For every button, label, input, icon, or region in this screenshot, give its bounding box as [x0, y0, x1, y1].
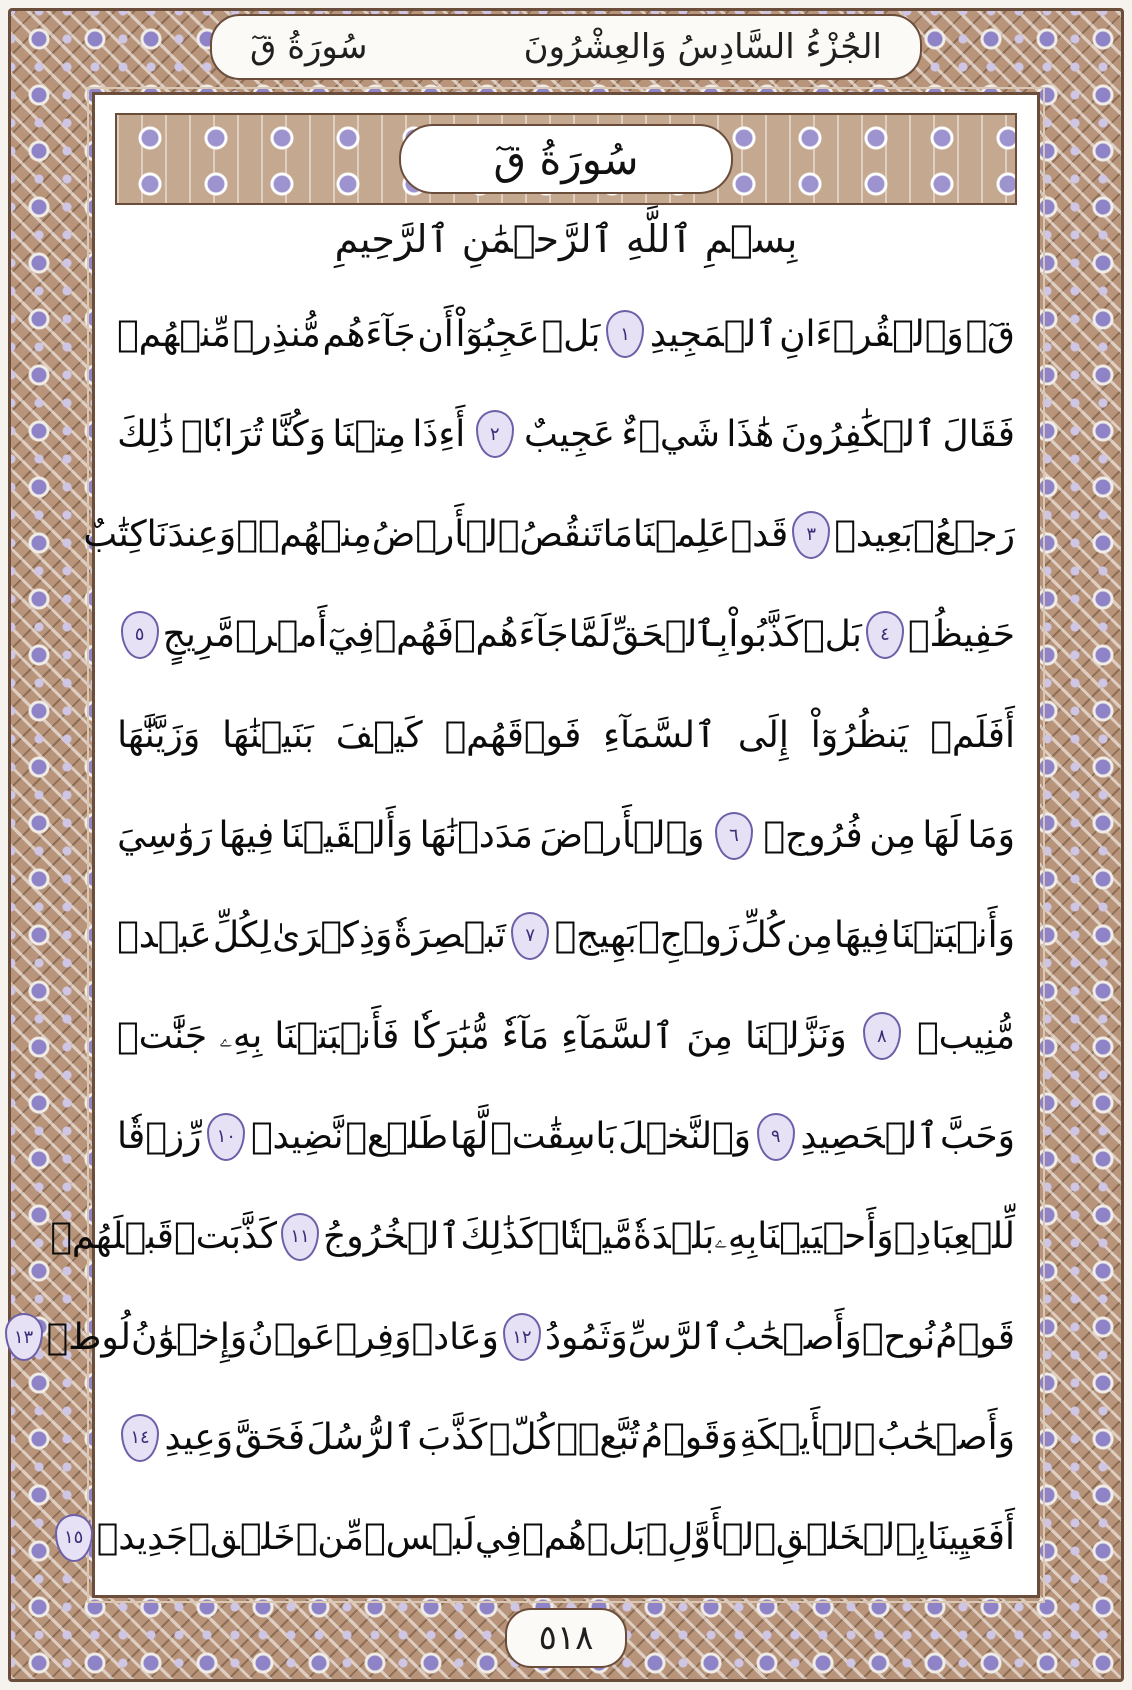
verse-word: إِلَى — [737, 714, 789, 756]
verse-word: أَفَلَمۡ — [930, 714, 1015, 756]
verse-word: وَإِخۡوَٰنُ — [131, 1316, 248, 1358]
verse-word: كِتَٰبٌ — [83, 514, 147, 556]
verse-word: مَدَدۡنَٰهَا — [419, 815, 533, 857]
verse-word: بَلۡدَةٗ — [632, 1216, 715, 1258]
ayah-number-marker: ١٤ — [121, 1414, 159, 1462]
verse-word: نَّضِيدٞ — [250, 1116, 344, 1158]
verse-word: بَهِيجٖ — [554, 915, 637, 957]
verse-word: وَزَيَّنَّٰهَا — [117, 714, 201, 756]
verse-line — [117, 1094, 1015, 1180]
ayah-number-marker: ٧ — [511, 912, 549, 960]
verse-word: مِن — [786, 915, 833, 957]
verse-word: هَٰذَا — [726, 413, 775, 455]
verse-line — [63, 1495, 1015, 1581]
ayah-number-marker: ١١ — [281, 1213, 319, 1261]
verse-line — [117, 291, 1015, 377]
verse-word: مِن — [869, 815, 916, 857]
verse-word: ٱلسَّمَآءِ — [561, 1015, 675, 1057]
verse-line — [117, 692, 1015, 778]
verse-word: بَاسِقَٰتٖ — [490, 1116, 617, 1158]
verse-word: فِيٓ — [327, 614, 375, 656]
verse-word: عَجِبُوٓاْ — [455, 313, 540, 355]
ayah-number-marker: ٦ — [715, 812, 753, 860]
ayah-number-marker: ١٠ — [207, 1113, 245, 1161]
verse-word: وَعَادٞ — [411, 1316, 499, 1358]
verse-word: عَلِمۡنَا — [632, 514, 731, 556]
verse-word: مِّنۡهُمۡ — [117, 313, 231, 355]
verse-word: وَثَمُودُ — [544, 1316, 628, 1358]
verse-word: رَجۡعُۢ — [912, 514, 1015, 556]
verse-word: مَّيۡتٗاۚ — [537, 1216, 633, 1258]
verse-word: فَوۡقَهُمۡ — [444, 714, 582, 756]
verse-word: وَأَصۡحَٰبُ — [723, 1316, 862, 1358]
verse-line — [117, 391, 1015, 477]
verse-word: ٱلۡأَرۡضُ — [371, 514, 520, 556]
verse-word: مُّبَٰرَكٗا — [411, 1015, 490, 1057]
verse-word: قَبۡلَهُمۡ — [50, 1216, 174, 1258]
ayah-number-marker: ٩ — [757, 1113, 795, 1161]
verse-word: مِنۡهُمۡۖ — [236, 514, 372, 556]
verse-word: ٱلۡأَوَّلِۚ — [645, 1517, 776, 1559]
page-number-box — [505, 1608, 627, 1668]
verse-word: مَا — [602, 514, 633, 556]
verse-word: وَٱلنَّخۡلَ — [618, 1116, 752, 1158]
verse-word: جَآءَهُمۡ — [453, 614, 569, 656]
ayah-number-marker: ١٣ — [5, 1313, 43, 1361]
ayah-number-marker: ٨ — [863, 1012, 901, 1060]
verse-word: ٱلرُّسُلَ — [306, 1417, 416, 1459]
verse-word: فِيهَا — [218, 815, 275, 857]
verse-word: نُوحٖ — [861, 1316, 936, 1358]
verse-word: قَوۡمُ — [935, 1316, 1015, 1358]
verse-word: ٱلۡمَجِيدِ — [649, 313, 778, 355]
verse-word: زَوۡجِۭ — [638, 915, 740, 957]
verse-word: لَبۡسٖ — [363, 1517, 475, 1559]
verse-word: وَأَلۡقَيۡنَا — [280, 815, 414, 857]
verse-word: وَٱلۡقُرۡءَانِ — [779, 313, 964, 355]
verse-word: قٓۚ — [965, 313, 1015, 355]
verse-line — [117, 993, 1015, 1079]
verse-word: فِي — [474, 1517, 523, 1559]
verse-word: كَذَّبُواْ — [728, 614, 803, 656]
verse-word: تَبۡصِرَةٗ — [393, 915, 507, 957]
verse-line — [50, 1194, 1015, 1280]
ayah-number-marker: ٣ — [792, 511, 830, 559]
verse-word: بَنَيۡنَٰهَا — [222, 714, 314, 756]
verse-word: بِٱلۡخَلۡقِ — [775, 1517, 927, 1559]
verse-line — [117, 592, 1015, 678]
verse-word: مِنَ — [686, 1015, 733, 1057]
verse-word: وَفِرۡعَوۡنُ — [247, 1316, 412, 1358]
verse-word: وَأَنۢبَتۡنَا — [890, 915, 1015, 957]
verse-word: وَأَحۡيَيۡنَا — [757, 1216, 894, 1258]
verse-word: ٱلرَّسِّ — [627, 1316, 724, 1358]
verse-word: كَيۡفَ — [335, 714, 423, 756]
verse-word: يَنظُرُوٓاْ — [810, 714, 909, 756]
verse-word: جَدِيدٖ — [96, 1517, 189, 1559]
verse-word: مَآءٗ — [501, 1015, 549, 1057]
verse-word: مُّنذِرٞ — [232, 313, 321, 355]
surah-running-title: سُورَةُ قٓ — [250, 27, 368, 67]
verse-word: رِّزۡقٗا — [117, 1116, 202, 1158]
verse-line — [13, 1294, 1015, 1380]
verse-lines — [13, 291, 1015, 1581]
verse-word: مَّرِيجٍ — [162, 614, 235, 656]
ayah-number-marker: ١٢ — [503, 1313, 541, 1361]
ayah-number-marker: ١ — [606, 310, 644, 358]
verse-word: بَلۡ — [541, 313, 601, 355]
verse-word: وَقَوۡمُ — [640, 1417, 738, 1459]
verse-word: ٱلۡخُرُوجُ — [323, 1216, 461, 1258]
verse-word: وَأَصۡحَٰبُ — [876, 1417, 1015, 1459]
verse-word: كُلّٞ — [488, 1417, 555, 1459]
verse-word: أَن — [417, 313, 454, 355]
verse-word: بَعِيدٞ — [834, 514, 913, 556]
verse-word: بَلۡ — [803, 614, 862, 656]
verse-word: لِكُلِّ — [212, 915, 271, 957]
verse-word: فُرُوجٖ — [763, 815, 863, 857]
verse-word: فَقَالَ — [942, 413, 1015, 455]
verse-word: لَمَّا — [568, 614, 612, 656]
verse-word: بِهِۦ — [219, 1015, 263, 1057]
page-number: ٥١٨ — [538, 1618, 594, 1658]
running-header — [210, 14, 922, 80]
verse-word: وَحَبَّ — [940, 1116, 1015, 1158]
basmala: بِسۡمِ ٱللَّهِ ٱلرَّحۡمَٰنِ ٱلرَّحِيمِ — [334, 217, 798, 261]
juz-label: الجُزْءُ السَّادِسُ وَالعِشْرُونَ — [523, 27, 882, 67]
verse-word: بِٱلۡحَقِّ — [611, 614, 729, 656]
verse-word: وَذِكۡرَىٰ — [272, 915, 393, 957]
verse-word: فَأَنۢبَتۡنَا — [274, 1015, 400, 1057]
verse-word: بَلۡ — [586, 1517, 646, 1559]
ayah-number-marker: ٢ — [476, 410, 514, 458]
verse-word: خَلۡقٖ — [188, 1517, 296, 1559]
surah-banner — [115, 113, 1017, 205]
verse-line — [117, 1395, 1015, 1481]
verse-word: وَعِيدِ — [164, 1417, 234, 1459]
surah-title-plate — [399, 124, 733, 194]
verse-word: أَءِذَا — [412, 413, 466, 455]
verse-word: هُمۡ — [522, 1517, 587, 1559]
verse-word: طَلۡعٞ — [345, 1116, 449, 1158]
ayah-number-marker: ٤ — [866, 611, 904, 659]
verse-word: وَمَا — [967, 815, 1015, 857]
verse-word: حَفِيظُۢ — [907, 614, 1015, 656]
verse-word: أَفَعَيِينَا — [926, 1517, 1015, 1559]
surah-title: سُورَةُ قٓ — [493, 134, 639, 184]
verse-word: لُوطٖ — [46, 1316, 131, 1358]
verse-word: شَيۡءٌ — [621, 413, 721, 455]
verse-word: تَنقُصُ — [519, 514, 603, 556]
verse-word: مِتۡنَا — [332, 413, 406, 455]
ayah-number-marker: ١٥ — [55, 1514, 93, 1562]
verse-word: قَدۡ — [730, 514, 789, 556]
verse-word: كُلِّ — [740, 915, 785, 957]
verse-word: لَهَا — [922, 815, 961, 857]
verse-word: مِّنۡ — [295, 1517, 364, 1559]
verse-word: رَوَٰسِيَ — [117, 815, 213, 857]
verse-word: وَٱلۡأَرۡضَ — [539, 815, 705, 857]
verse-word: جَنَّٰتٖ — [117, 1015, 208, 1057]
verse-word: ذَٰلِكَ — [117, 413, 175, 455]
verse-word: كَذَٰلِكَ — [460, 1216, 538, 1258]
verse-word: ٱلسَّمَآءِ — [603, 714, 717, 756]
verse-word: لَّهَا — [449, 1116, 489, 1158]
verse-word: جَآءَهُم — [322, 313, 416, 355]
verse-word: فَهُمۡ — [374, 614, 454, 656]
verse-word: ٱلۡأَيۡكَةِ — [739, 1417, 876, 1459]
verse-word: بِهِۦ — [714, 1215, 758, 1257]
verse-word: فَحَقَّ — [234, 1417, 306, 1459]
verse-line — [117, 893, 1015, 979]
verse-line — [83, 492, 1015, 578]
verse-word: عَبۡدٖ — [117, 915, 212, 957]
verse-word: ٱلۡكَٰفِرُونَ — [780, 413, 937, 455]
text-panel — [13, 92, 1040, 1598]
verse-word: أَمۡرٖ — [234, 614, 328, 656]
verse-word: وَنَزَّلۡنَا — [745, 1015, 847, 1057]
verse-word: كَذَّبَتۡ — [174, 1216, 278, 1258]
verse-word: تُبَّعٖۚ — [556, 1417, 640, 1459]
verse-word: تُرَابٗاۖ — [180, 413, 264, 455]
verse-word: مُّنِيبٖ — [917, 1015, 1015, 1057]
verse-word: وَعِندَنَا — [146, 514, 237, 556]
verse-word: كَذَّبَ — [417, 1417, 488, 1459]
verse-word: ٱلۡحَصِيدِ — [800, 1116, 939, 1158]
verse-line — [117, 793, 1015, 879]
verse-word: وَكُنَّا — [269, 413, 327, 455]
ayah-number-marker: ٥ — [121, 611, 159, 659]
verse-word: لِّلۡعِبَادِۖ — [893, 1216, 1015, 1258]
verse-word: عَجِيبٌ — [524, 413, 615, 455]
verse-word: فِيهَا — [833, 915, 890, 957]
